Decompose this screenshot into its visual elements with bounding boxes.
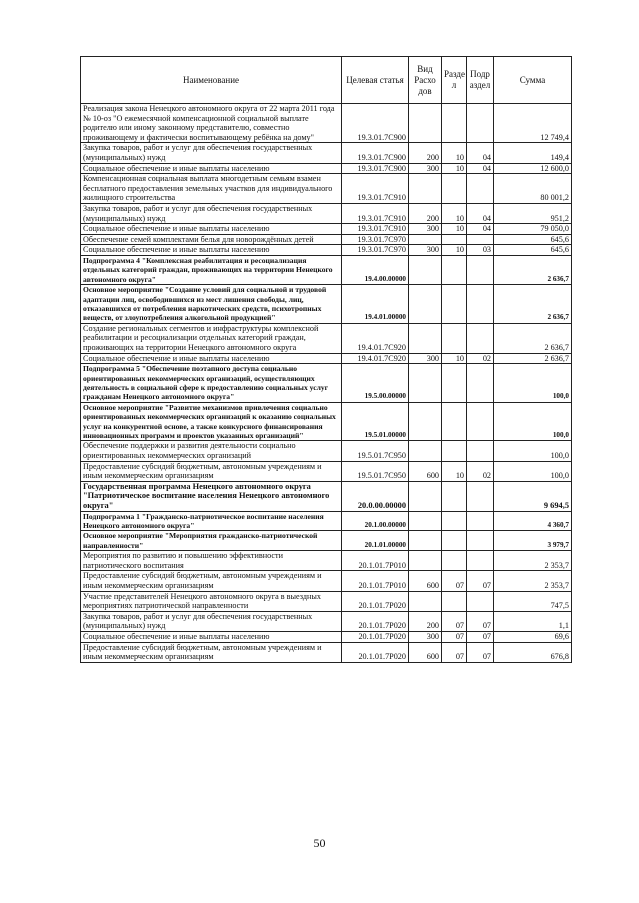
table-row (81, 531, 572, 551)
cell-razdel: 07 (442, 571, 467, 591)
cell-razdel (442, 174, 467, 204)
cell-razdel: 10 (442, 203, 467, 223)
table-row (81, 631, 572, 642)
cell-code: 20.1.01.7Р020 (342, 642, 409, 662)
cell-code: 19.4.01.7С920 (342, 353, 409, 364)
cell-sum: 2 636,7 (494, 285, 572, 324)
cell-vid (409, 441, 442, 461)
cell-code: 19.4.01.7С920 (342, 323, 409, 353)
cell-podrazdel (467, 234, 494, 245)
cell-name: Закупка товаров, работ и услуг для обеспечения государственных (муниципальных) нужд (81, 203, 342, 223)
cell-name: Основное мероприятие "Мероприятия гражданско-патриотической направленности" (81, 531, 342, 551)
cell-vid: 200 (409, 611, 442, 631)
table-row (81, 323, 572, 353)
table-row (81, 255, 572, 284)
cell-vid (409, 551, 442, 571)
cell-razdel (442, 255, 467, 284)
table-row (81, 551, 572, 571)
cell-code: 19.3.01.7С970 (342, 245, 409, 256)
cell-podrazdel: 07 (467, 611, 494, 631)
table-row (81, 511, 572, 531)
cell-code: 20.1.01.7Р020 (342, 591, 409, 611)
cell-sum: 9 694,5 (494, 481, 572, 511)
cell-name: Социальное обеспечение и иные выплаты населению (81, 353, 342, 364)
cell-vid: 300 (409, 224, 442, 235)
cell-vid: 600 (409, 571, 442, 591)
cell-vid: 200 (409, 203, 442, 223)
cell-code: 19.3.01.7С910 (342, 224, 409, 235)
cell-code: 20.1.01.7Р020 (342, 611, 409, 631)
cell-code: 20.1.01.7Р010 (342, 551, 409, 571)
cell-vid (409, 402, 442, 441)
cell-name: Подпрограмма 1 "Гражданско-патриотическое воспитание населения Ненецкого автономного округа" (81, 511, 342, 531)
cell-sum: 2 353,7 (494, 551, 572, 571)
table-row (81, 163, 572, 174)
cell-vid (409, 104, 442, 143)
cell-vid (409, 481, 442, 511)
cell-name: Предоставление субсидий бюджетным, автономным учреждениям и иным некоммерческим организациям (81, 571, 342, 591)
cell-code: 19.4.00.00000 (342, 255, 409, 284)
cell-podrazdel: 03 (467, 245, 494, 256)
header-razdel: Разде л (442, 57, 467, 104)
table-row (81, 591, 572, 611)
cell-name: Государственная программа Ненецкого автономного округа "Патриотическое воспитание населения Ненецкого автономного округа" (81, 481, 342, 511)
cell-name: Закупка товаров, работ и услуг для обеспечения государственных (муниципальных) нужд (81, 611, 342, 631)
cell-sum: 100,0 (494, 402, 572, 441)
cell-sum: 676,8 (494, 642, 572, 662)
cell-razdel (442, 104, 467, 143)
cell-podrazdel (467, 402, 494, 441)
cell-code: 19.5.01.7С950 (342, 441, 409, 461)
cell-name: Реализация закона Ненецкого автономного округа от 22 марта 2011 года № 10-оз "О ежемесячной компенсационной социальной выплате родителю или иному законному представителю, совместно проживающему и фактически воспитывающему ребёнка на дому" (81, 104, 342, 143)
header-name: Наименование (81, 57, 342, 104)
cell-sum: 645,6 (494, 234, 572, 245)
cell-podrazdel: 04 (467, 224, 494, 235)
cell-razdel (442, 364, 467, 403)
table-row (81, 461, 572, 481)
cell-razdel: 10 (442, 245, 467, 256)
cell-razdel: 07 (442, 642, 467, 662)
cell-razdel (442, 551, 467, 571)
cell-podrazdel (467, 174, 494, 204)
cell-code: 20.1.01.7Р010 (342, 571, 409, 591)
cell-razdel: 10 (442, 163, 467, 174)
cell-razdel (442, 591, 467, 611)
cell-vid: 200 (409, 143, 442, 163)
cell-code: 19.3.01.7С910 (342, 203, 409, 223)
cell-name: Предоставление субсидий бюджетным, автономным учреждениям и иным некоммерческим организациям (81, 461, 342, 481)
cell-vid (409, 285, 442, 324)
cell-razdel: 10 (442, 224, 467, 235)
cell-name: Подпрограмма 4 "Комплексная реабилитация и ресоциализация отдельных категорий граждан, проживающих на территории Ненецкого автономного округа" (81, 255, 342, 284)
cell-podrazdel: 07 (467, 642, 494, 662)
cell-vid (409, 234, 442, 245)
table-row (81, 642, 572, 662)
cell-name: Основное мероприятие "Развитие механизмов привлечения социально ориентированных некоммерческих организаций к оказанию социальных услуг на конкурентной основе, а также конкурсного финансирования инновационных программ и проектов указанных организаций" (81, 402, 342, 441)
cell-razdel: 07 (442, 611, 467, 631)
cell-code: 20.1.01.00000 (342, 531, 409, 551)
cell-name: Участие представителей Ненецкого автономного округа в выездных мероприятиях патриотической направленности (81, 591, 342, 611)
table-row (81, 402, 572, 441)
cell-name: Основное мероприятие "Создание условий для социальной и трудовой адаптации лиц, освободившихся из мест лишения свободы, лиц, отказавшихся от потребления наркотических средств, психотропных веществ, от злоупотребления алкогольной продукцией" (81, 285, 342, 324)
budget-table (80, 56, 572, 663)
cell-sum: 645,6 (494, 245, 572, 256)
cell-name: Закупка товаров, работ и услуг для обеспечения государственных (муниципальных) нужд (81, 143, 342, 163)
cell-code: 20.1.01.7Р020 (342, 631, 409, 642)
cell-name: Социальное обеспечение и иные выплаты населению (81, 245, 342, 256)
cell-razdel (442, 285, 467, 324)
cell-podrazdel (467, 441, 494, 461)
table-row (81, 143, 572, 163)
cell-sum: 3 979,7 (494, 531, 572, 551)
cell-vid: 300 (409, 163, 442, 174)
cell-vid (409, 255, 442, 284)
cell-razdel (442, 402, 467, 441)
header-vid: Вид Расхо дов (409, 57, 442, 104)
cell-vid (409, 511, 442, 531)
cell-podrazdel (467, 323, 494, 353)
header-podrazdel: Подр аздел (467, 57, 494, 104)
cell-podrazdel: 07 (467, 571, 494, 591)
cell-name: Подпрограмма 5 "Обеспечение поэтапного доступа социально ориентированных некоммерческих организаций, осуществляющих деятельность в социальной сфере к предоставлению социальных услуг гражданам Ненецкого автономного округа" (81, 364, 342, 403)
cell-code: 19.5.01.7С950 (342, 461, 409, 481)
cell-podrazdel: 02 (467, 461, 494, 481)
table-row (81, 611, 572, 631)
cell-sum: 12 600,0 (494, 163, 572, 174)
cell-name: Социальное обеспечение и иные выплаты населению (81, 163, 342, 174)
cell-podrazdel (467, 591, 494, 611)
table-row (81, 245, 572, 256)
cell-sum: 100,0 (494, 364, 572, 403)
cell-razdel (442, 531, 467, 551)
cell-vid: 300 (409, 353, 442, 364)
cell-sum: 4 360,7 (494, 511, 572, 531)
header-sum: Сумма (494, 57, 572, 104)
cell-sum: 2 636,7 (494, 255, 572, 284)
cell-razdel (442, 511, 467, 531)
cell-podrazdel (467, 364, 494, 403)
cell-podrazdel (467, 531, 494, 551)
cell-razdel (442, 481, 467, 511)
cell-podrazdel: 04 (467, 163, 494, 174)
cell-vid (409, 323, 442, 353)
cell-podrazdel (467, 551, 494, 571)
cell-vid (409, 364, 442, 403)
cell-sum: 1,1 (494, 611, 572, 631)
cell-podrazdel: 04 (467, 143, 494, 163)
table-row (81, 481, 572, 511)
cell-podrazdel (467, 104, 494, 143)
cell-sum: 2 636,7 (494, 323, 572, 353)
cell-vid: 600 (409, 461, 442, 481)
table-row (81, 104, 572, 143)
cell-sum: 2 353,7 (494, 571, 572, 591)
cell-vid: 600 (409, 642, 442, 662)
cell-code: 19.5.01.00000 (342, 402, 409, 441)
table-row (81, 203, 572, 223)
cell-name: Мероприятия по развитию и повышению эффективности патриотического воспитания (81, 551, 342, 571)
cell-code: 19.5.00.00000 (342, 364, 409, 403)
cell-code: 19.4.01.00000 (342, 285, 409, 324)
cell-sum: 80 001,2 (494, 174, 572, 204)
cell-name: Компенсационная социальная выплата многодетным семьям взамен бесплатного предоставления земельных участков для индивидуального жилищного строительства (81, 174, 342, 204)
cell-name: Создание региональных сегментов и инфраструктуры комплексной реабилитации и ресоциализации отдельных категорий граждан, проживающих на территории Ненецкого автономного округа (81, 323, 342, 353)
cell-sum: 100,0 (494, 441, 572, 461)
cell-razdel: 10 (442, 353, 467, 364)
cell-sum: 2 636,7 (494, 353, 572, 364)
table-row (81, 224, 572, 235)
cell-vid: 300 (409, 631, 442, 642)
header-code: Целевая статья (342, 57, 409, 104)
cell-code: 19.3.01.7С900 (342, 163, 409, 174)
table-row (81, 285, 572, 324)
page-number: 50 (313, 836, 326, 850)
cell-podrazdel: 04 (467, 203, 494, 223)
cell-code: 19.3.01.7С970 (342, 234, 409, 245)
cell-razdel (442, 441, 467, 461)
table-row (81, 571, 572, 591)
cell-name: Социальное обеспечение и иные выплаты населению (81, 224, 342, 235)
cell-sum: 100,0 (494, 461, 572, 481)
cell-name: Обеспечение семей комплектами белья для новорождённых детей (81, 234, 342, 245)
cell-sum: 12 749,4 (494, 104, 572, 143)
table-body (81, 104, 572, 663)
cell-code: 19.3.01.7С910 (342, 174, 409, 204)
cell-vid (409, 174, 442, 204)
cell-code: 19.3.01.7С900 (342, 143, 409, 163)
cell-razdel (442, 323, 467, 353)
cell-razdel: 10 (442, 461, 467, 481)
table-row (81, 353, 572, 364)
cell-sum: 951,2 (494, 203, 572, 223)
cell-vid: 300 (409, 245, 442, 256)
cell-podrazdel (467, 481, 494, 511)
table-row (81, 441, 572, 461)
cell-razdel: 07 (442, 631, 467, 642)
cell-sum: 747,5 (494, 591, 572, 611)
cell-podrazdel: 07 (467, 631, 494, 642)
table-header-row (81, 57, 572, 104)
cell-code: 19.3.01.7С900 (342, 104, 409, 143)
table-row (81, 174, 572, 204)
cell-podrazdel (467, 255, 494, 284)
cell-vid (409, 531, 442, 551)
table-row (81, 364, 572, 403)
cell-name: Социальное обеспечение и иные выплаты населению (81, 631, 342, 642)
cell-vid (409, 591, 442, 611)
cell-podrazdel (467, 511, 494, 531)
cell-podrazdel: 02 (467, 353, 494, 364)
cell-name: Обеспечение поддержки и развития деятельности социально ориентированных некоммерческих организаций (81, 441, 342, 461)
cell-sum: 149,4 (494, 143, 572, 163)
cell-code: 20.0.00.00000 (342, 481, 409, 511)
cell-name: Предоставление субсидий бюджетным, автономным учреждениям и иным некоммерческим организациям (81, 642, 342, 662)
cell-razdel: 10 (442, 143, 467, 163)
cell-sum: 79 050,0 (494, 224, 572, 235)
cell-razdel (442, 234, 467, 245)
cell-podrazdel (467, 285, 494, 324)
cell-sum: 69,6 (494, 631, 572, 642)
cell-code: 20.1.00.00000 (342, 511, 409, 531)
table-row (81, 234, 572, 245)
